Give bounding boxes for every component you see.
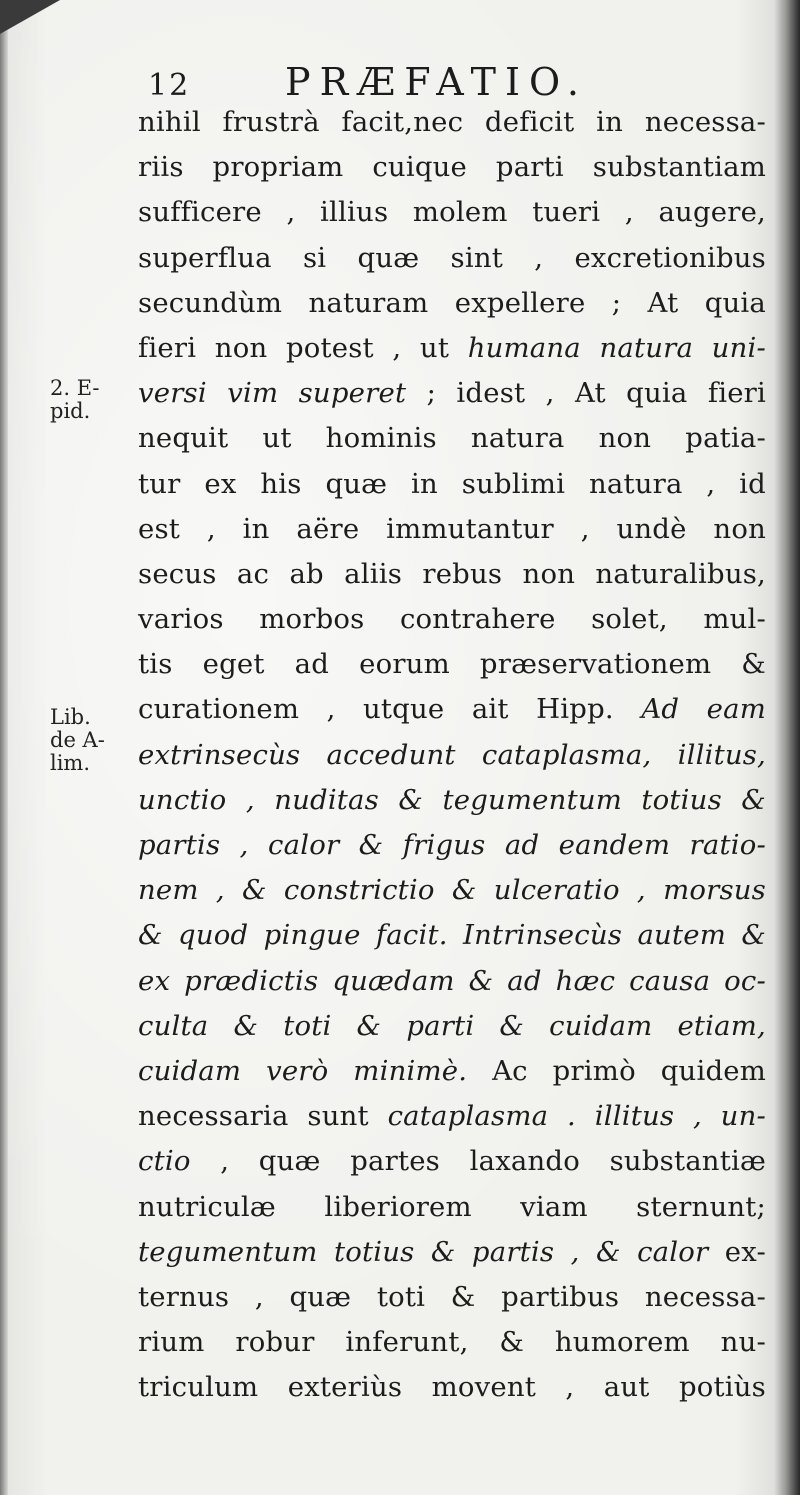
- italic-segment: versi vim superet: [138, 377, 407, 410]
- italic-segment: partis , calor & frigus ad eandem ratio-: [138, 829, 766, 861]
- text-line: [138, 145, 766, 190]
- roman-segment: nihil frustrà facit,nec deficit in necessa-: [138, 106, 766, 138]
- text-line: [138, 1365, 766, 1410]
- italic-segment: culta & toti & parti & cuidam etiam,: [138, 1009, 766, 1042]
- text-line: [138, 326, 766, 371]
- text-line: [138, 1094, 766, 1139]
- text-line: [138, 1230, 766, 1275]
- text-line: [138, 733, 766, 778]
- roman-segment: est , in aëre immutantur , undè non: [138, 512, 766, 545]
- italic-segment: & quod pingue facit. Intrinsecùs autem &: [138, 919, 766, 952]
- text-line: [138, 552, 766, 597]
- italic-segment: nem , & constrictio & ulceratio , morsus: [138, 874, 766, 907]
- margin-note-line: 2. E-: [50, 376, 100, 400]
- text-line: [138, 959, 766, 1004]
- italic-segment: tegumentum totius & partis , & calor: [138, 1235, 709, 1268]
- margin-note-lib-de-alim: [50, 706, 105, 775]
- text-line: [138, 190, 766, 235]
- roman-segment: triculum exteriùs movent , aut potiùs: [138, 1371, 766, 1404]
- roman-segment: ; idest , At quia fieri: [406, 377, 767, 410]
- roman-segment: nequit ut hominis natura non patia-: [138, 422, 766, 455]
- italic-segment: ex prædictis quædam & ad hæc causa oc-: [138, 964, 766, 997]
- roman-segment: secundùm naturam expellere ; At quia: [138, 286, 766, 319]
- roman-segment: riis propriam cuique parti substantiam: [138, 151, 766, 184]
- margin-note-line: de A-: [50, 728, 105, 752]
- text-line: [138, 371, 766, 416]
- text-line: [138, 687, 766, 732]
- text-line: [138, 507, 766, 552]
- italic-segment: humana natura uni-: [467, 331, 766, 364]
- body-text: [138, 100, 766, 1410]
- text-line: [138, 1139, 766, 1184]
- text-line: [138, 416, 766, 461]
- roman-segment: necessaria sunt: [138, 1100, 388, 1133]
- roman-segment: varios morbos contrahere solet, mul-: [138, 603, 766, 636]
- roman-segment: , quæ partes laxando substantiæ: [190, 1145, 766, 1178]
- roman-segment: curationem , utque ait Hipp.: [138, 693, 642, 726]
- text-line: [138, 778, 766, 823]
- text-line: [138, 597, 766, 642]
- margin-note-line: lim.: [50, 751, 91, 775]
- text-line: [138, 281, 766, 326]
- italic-segment: Ad eam: [641, 693, 767, 726]
- roman-segment: rium robur inferunt, & humorem nu-: [138, 1326, 766, 1359]
- text-line: [138, 1275, 766, 1320]
- text-line: [138, 1049, 766, 1094]
- roman-segment: ex-: [708, 1235, 766, 1268]
- running-title: PRÆFATIO.: [285, 60, 589, 104]
- italic-segment: unctio , nuditas & tegumentum totius &: [138, 783, 766, 816]
- text-line: [138, 462, 766, 507]
- text-line: [138, 100, 766, 145]
- roman-segment: ternus , quæ toti & partibus necessa-: [138, 1280, 766, 1313]
- text-line: [138, 642, 766, 687]
- page-number: 12: [148, 68, 191, 103]
- page-left-edge: [0, 0, 8, 1495]
- text-line: [138, 1004, 766, 1049]
- roman-segment: tis eget ad eorum præservationem &: [138, 648, 766, 681]
- roman-segment: tur ex his quæ in sublimi natura , id: [138, 467, 766, 500]
- italic-segment: cuidam verò minimè.: [138, 1054, 468, 1087]
- page-corner-shadow: [0, 0, 60, 34]
- italic-segment: extrinsecùs accedunt cataplasma, illitus,: [138, 738, 766, 771]
- text-line: [138, 913, 766, 958]
- roman-segment: fieri non potest , ut: [138, 331, 468, 364]
- text-line: [138, 868, 766, 913]
- text-line: [138, 236, 766, 281]
- roman-segment: nutriculæ liberiorem viam sternunt;: [138, 1190, 766, 1223]
- margin-note-epid: [50, 377, 100, 423]
- page-right-edge: [774, 0, 800, 1495]
- roman-segment: superflua si quæ sint , excretionibus: [138, 241, 766, 274]
- italic-segment: ctio: [138, 1145, 191, 1178]
- roman-segment: secus ac ab aliis rebus non naturalibus,: [138, 557, 766, 590]
- margin-note-line: pid.: [50, 399, 91, 423]
- text-line: [138, 823, 766, 868]
- roman-segment: Ac primò quidem: [467, 1054, 767, 1087]
- roman-segment: sufficere , illius molem tueri , augere,: [138, 196, 766, 229]
- text-line: [138, 1185, 766, 1230]
- text-line: [138, 1320, 766, 1365]
- margin-note-line: Lib.: [50, 705, 91, 729]
- italic-segment: cataplasma . illitus , un-: [387, 1100, 766, 1133]
